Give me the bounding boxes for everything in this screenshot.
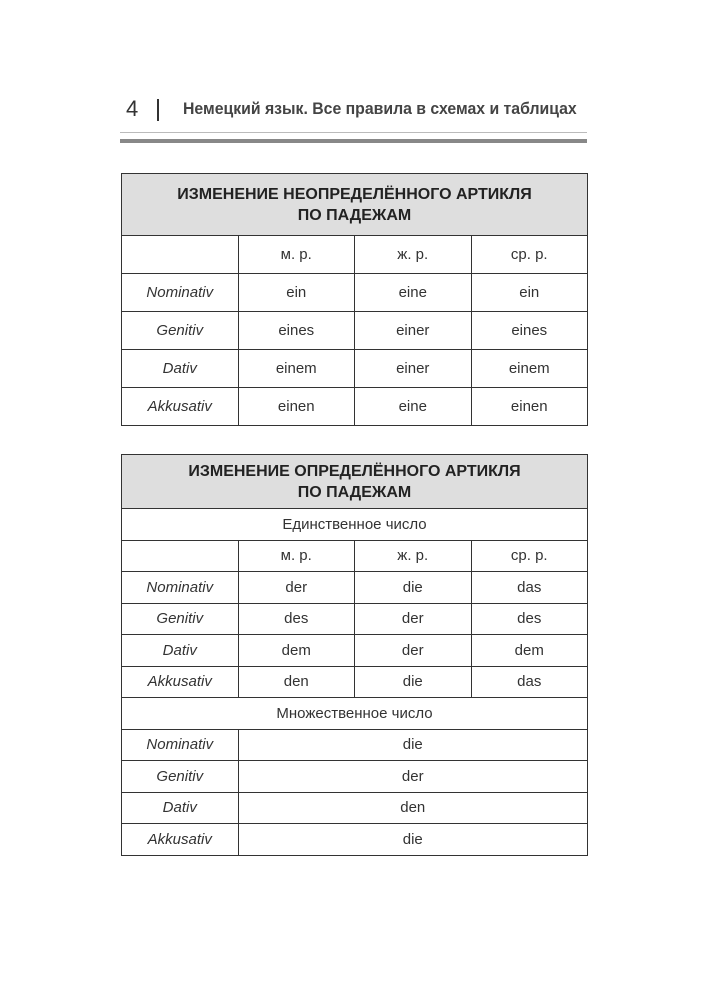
- table-row: [122, 792, 588, 824]
- table-cell: einem: [471, 350, 588, 388]
- header-rule-thin: [120, 132, 587, 133]
- table-title: ИЗМЕНЕНИЕ ОПРЕДЕЛЁННОГО АРТИКЛЯ ПО ПАДЕЖАМ: [122, 455, 588, 509]
- table-cell: dem: [471, 635, 588, 667]
- case-cell: Nominativ: [122, 729, 239, 761]
- table-cell: des: [238, 603, 355, 635]
- table-title: ИЗМЕНЕНИЕ НЕОПРЕДЕЛЁННОГО АРТИКЛЯ ПО ПАДЕЖАМ: [122, 174, 588, 236]
- table-row: [122, 350, 588, 388]
- table-cell: das: [471, 666, 588, 698]
- table-row: [122, 603, 588, 635]
- table-cell: die: [355, 572, 472, 604]
- table-cell: м. р.: [238, 540, 355, 572]
- case-cell: Dativ: [122, 350, 239, 388]
- table-cell: den: [238, 666, 355, 698]
- table-cell: [122, 540, 239, 572]
- table-row: [122, 666, 588, 698]
- case-cell: Nominativ: [122, 572, 239, 604]
- table-row: [122, 388, 588, 426]
- table-cell: dem: [238, 635, 355, 667]
- table-cell: einer: [355, 350, 472, 388]
- indefinite-article-table: [121, 173, 588, 426]
- column-header-row: [122, 236, 588, 274]
- table-cell: den: [238, 792, 588, 824]
- table-cell: ж. р.: [355, 236, 472, 274]
- table-cell: ж. р.: [355, 540, 472, 572]
- running-header: [120, 96, 587, 126]
- book-title: Немецкий язык. Все правила в схемах и таблицах: [183, 99, 577, 118]
- table-cell: ср. р.: [471, 540, 588, 572]
- table-cell: ср. р.: [471, 236, 588, 274]
- case-cell: Akkusativ: [122, 388, 239, 426]
- table-cell: einen: [238, 388, 355, 426]
- table-cell: eines: [238, 312, 355, 350]
- plural-label: Множественное число: [122, 698, 588, 730]
- table-cell: einen: [471, 388, 588, 426]
- table-row: [122, 635, 588, 667]
- case-cell: Akkusativ: [122, 824, 239, 856]
- definite-article-table: [121, 454, 588, 856]
- case-cell: Genitiv: [122, 761, 239, 793]
- table-cell: eine: [355, 388, 472, 426]
- table-cell: ein: [471, 274, 588, 312]
- header-separator: [157, 99, 159, 121]
- table-cell: eines: [471, 312, 588, 350]
- case-cell: Genitiv: [122, 312, 239, 350]
- table-cell: der: [355, 603, 472, 635]
- table-row: [122, 824, 588, 856]
- table-cell: des: [471, 603, 588, 635]
- table-row: [122, 761, 588, 793]
- table-row: [122, 274, 588, 312]
- table-cell: der: [355, 635, 472, 667]
- table-cell: die: [238, 729, 588, 761]
- column-header-row: [122, 540, 588, 572]
- header-rule-thick: [120, 139, 587, 143]
- singular-label: Единственное число: [122, 509, 588, 541]
- table-row: [122, 572, 588, 604]
- table-cell: einer: [355, 312, 472, 350]
- case-cell: Nominativ: [122, 274, 239, 312]
- table-row: [122, 312, 588, 350]
- case-cell: Genitiv: [122, 603, 239, 635]
- table-cell: ein: [238, 274, 355, 312]
- table-cell: einem: [238, 350, 355, 388]
- case-cell: Dativ: [122, 792, 239, 824]
- case-cell: Dativ: [122, 635, 239, 667]
- table-row: [122, 729, 588, 761]
- page-number: 4: [126, 96, 139, 121]
- table-cell: м. р.: [238, 236, 355, 274]
- table-cell: die: [355, 666, 472, 698]
- case-cell: Akkusativ: [122, 666, 239, 698]
- table-cell: das: [471, 572, 588, 604]
- table-cell: [122, 236, 239, 274]
- table-cell: eine: [355, 274, 472, 312]
- table-cell: die: [238, 824, 588, 856]
- table-cell: der: [238, 572, 355, 604]
- table-cell: der: [238, 761, 588, 793]
